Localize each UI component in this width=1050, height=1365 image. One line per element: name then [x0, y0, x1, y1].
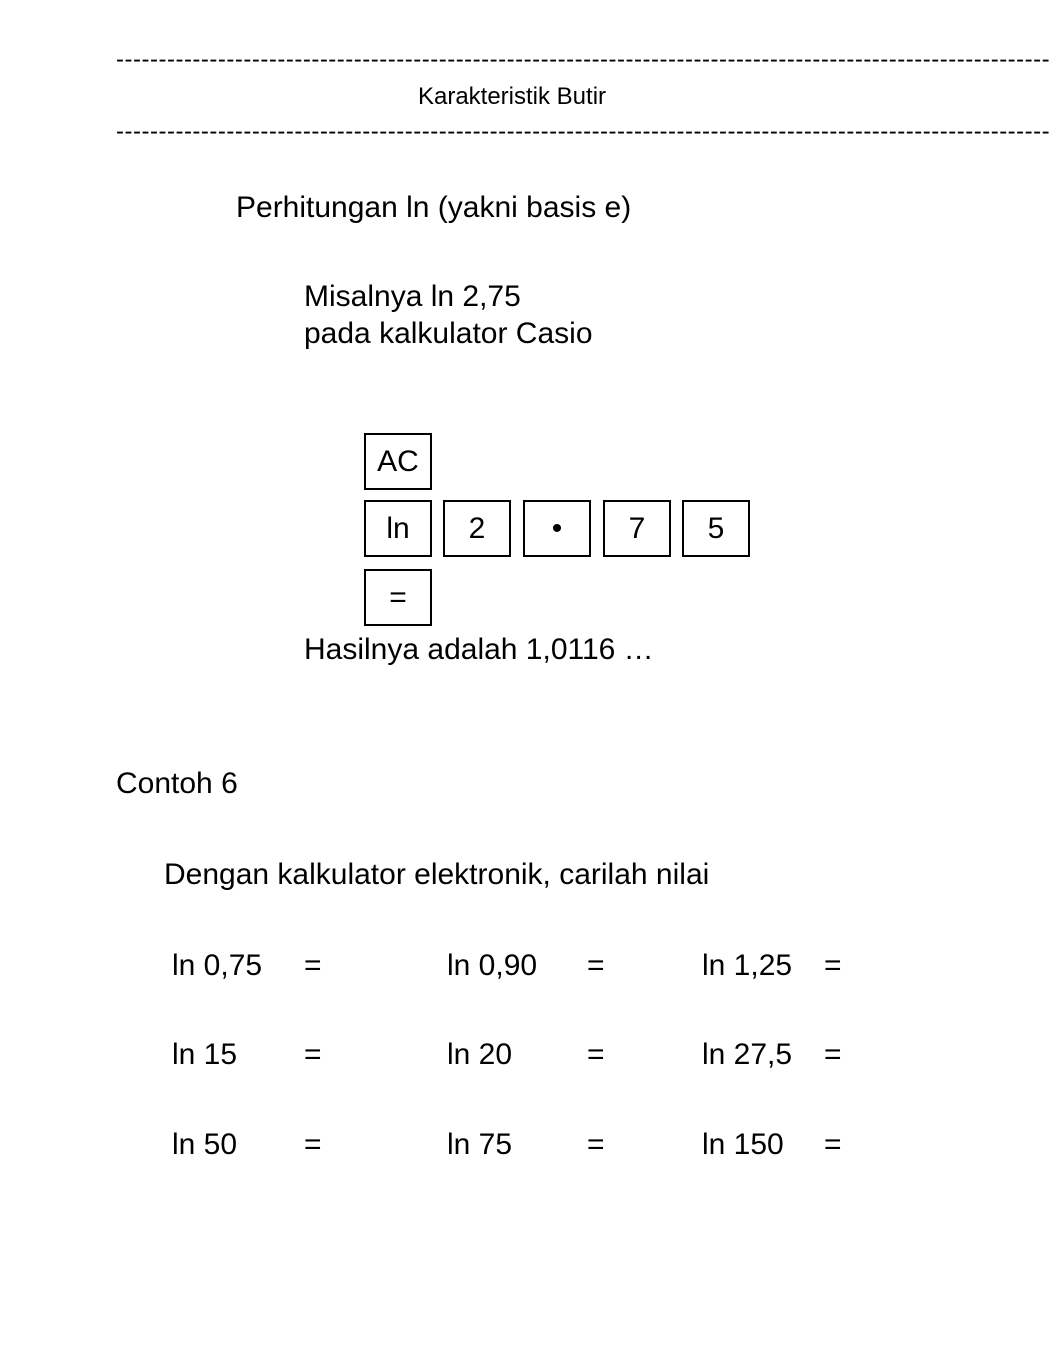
- exercise-expr: ln 20: [447, 1038, 513, 1071]
- example-line-1: Misalnya ln 2,75: [304, 280, 521, 313]
- exercise-expr: ln 75: [447, 1128, 513, 1161]
- exercise-equals: =: [304, 1038, 322, 1071]
- exercise-equals: =: [824, 949, 842, 982]
- exercise-expr: ln 50: [172, 1128, 238, 1161]
- example-line-2: pada kalkulator Casio: [304, 317, 593, 350]
- exercise-equals: =: [824, 1038, 842, 1071]
- exercise-equals: =: [304, 1128, 322, 1161]
- header-title: Karakteristik Butir: [417, 83, 607, 110]
- exercise-equals: =: [304, 949, 322, 982]
- exercise-equals: =: [587, 1128, 605, 1161]
- exercise-equals: =: [824, 1128, 842, 1161]
- key-decimal-point: •: [523, 500, 591, 557]
- key-ln: ln: [364, 500, 432, 557]
- exercise-expr: ln 1,25: [702, 949, 793, 982]
- result-text: Hasilnya adalah 1,0116 …: [304, 633, 654, 666]
- exercise-expr: ln 0,90: [447, 949, 538, 982]
- exercise-expr: ln 27,5: [702, 1038, 793, 1071]
- header-rule-top: --------------------------------------------------------------------------------------------------------------: [116, 46, 1050, 73]
- key-equals: =: [364, 569, 432, 626]
- header-rule-bottom: --------------------------------------------------------------------------------------------------------------: [116, 118, 1050, 145]
- key-2: 2: [443, 500, 511, 557]
- key-5: 5: [682, 500, 750, 557]
- exercise-equals: =: [587, 1038, 605, 1071]
- exercise-expr: ln 0,75: [172, 949, 263, 982]
- exercise-expr: ln 15: [172, 1038, 238, 1071]
- key-ac: AC: [364, 433, 432, 490]
- section-heading: Perhitungan ln (yakni basis e): [236, 191, 632, 224]
- contoh-instruction: Dengan kalkulator elektronik, carilah nilai: [164, 858, 710, 891]
- exercise-expr: ln 150: [702, 1128, 784, 1161]
- exercise-equals: =: [587, 949, 605, 982]
- contoh-title: Contoh 6: [116, 767, 238, 800]
- key-7: 7: [603, 500, 671, 557]
